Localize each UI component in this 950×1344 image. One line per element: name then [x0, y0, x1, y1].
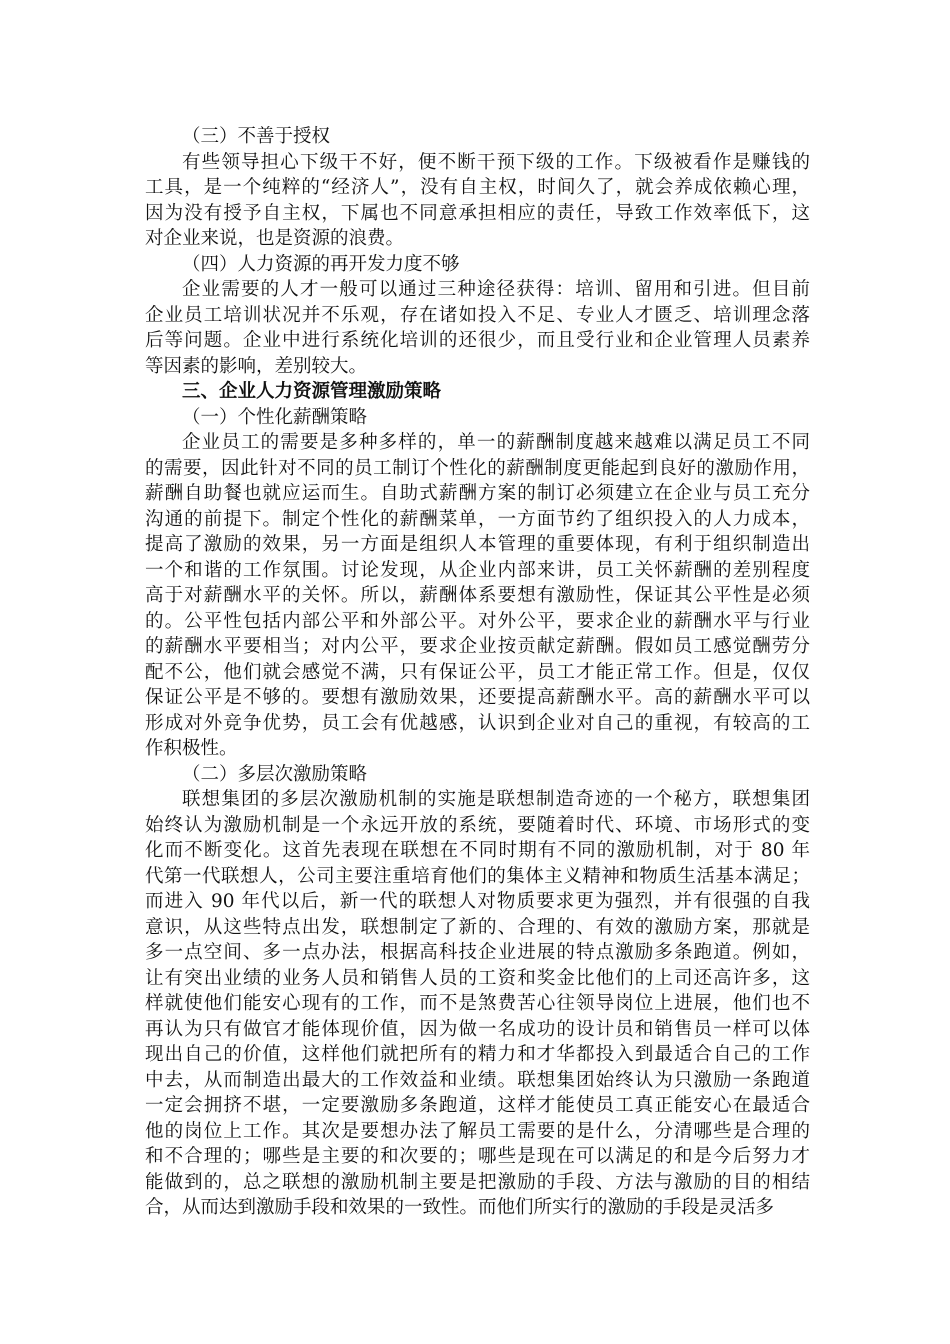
- text-line: 代第一代联想人，公司主要注重培育他们的集体主义精神和物质生活基本满足；: [145, 865, 810, 887]
- text-line: 始终认为激励机制是一个永远开放的系统，要随着时代、环境、市场形式的变: [145, 814, 810, 836]
- text-line: 等因素的影响，差别较大。: [145, 355, 368, 377]
- text-line: 让有突出业绩的业务人员和销售人员的工资和奖金比他们的上司还高许多，这: [145, 967, 810, 989]
- subsection-heading: [145, 762, 810, 788]
- text-line: 中去，从而制造出最大的工作效益和业绩。联想集团始终认为只激励一条跑道: [145, 1069, 810, 1091]
- subsection-heading: [145, 405, 810, 431]
- text-line: 再认为只有做官才能体现价值，因为做一名成功的设计员和销售员一样可以体: [145, 1018, 810, 1040]
- text-line: 形成对外竞争优势，员工会有优越感，认识到企业对自己的重视，有较高的工: [145, 712, 810, 734]
- text-line: 沟通的前提下。制定个性化的薪酬菜单，一方面节约了组织投入的人力成本，: [145, 508, 810, 530]
- text-line: 多一点空间、多一点办法，根据高科技企业进展的特点激励多条跑道。例如，: [145, 942, 810, 963]
- text-line: 一个和谐的工作氛围。讨论发现，从企业内部来讲，员工关怀薪酬的差别程度: [145, 559, 810, 581]
- text-line: 和不合理的；哪些是主要的和次要的；哪些是现在可以满足的和是今后努力才: [145, 1146, 810, 1167]
- text-line: 薪酬自助餐也就应运而生。自助式薪酬方案的制订必须建立在企业与员工充分: [145, 483, 810, 504]
- text-line: 一定会拥挤不堪，一定要激励多条跑道，这样才能使员工真正能安心在最适合: [145, 1095, 810, 1116]
- text-line: （三）不善于授权: [182, 126, 331, 147]
- text-line: 高于对薪酬水平的关怀。所以，薪酬体系要想有激励性，保证其公平性是必须: [145, 585, 810, 606]
- text-line: 企业员工培训状况并不乐观，存在诸如投入不足、专业人才匮乏、培训理念落: [145, 304, 810, 326]
- text-line: 配不公，他们就会感觉不满，只有保证公平，员工才能正常工作。但是，仅仅: [145, 661, 810, 683]
- text-line: 化而不断变化。这首先表现在联想在不同时期有不同的激励机制，对于 80 年: [145, 840, 810, 861]
- text-line: 三、企业人力资源管理激励策略: [182, 381, 442, 402]
- text-line: 样就使他们能安心现有的工作，而不是煞费苦心往领导岗位上进展，他们也不: [145, 993, 810, 1014]
- subsection-heading: [145, 252, 810, 278]
- text-line: 保证公平是不够的。要想有激励效果，还要提高薪酬水平。高的薪酬水平可以: [145, 687, 810, 708]
- subsection-heading: [145, 124, 810, 150]
- text-line: 企业员工的需要是多种多样的，单一的薪酬制度越来越难以满足员工不同: [182, 432, 810, 453]
- text-line: 有些领导担心下级干不好，便不断干预下级的工作。下级被看作是赚钱的: [182, 151, 810, 173]
- text-line: 对企业来说，也是资源的浪费。: [145, 228, 405, 249]
- text-line: 因为没有授予自主权，下属也不同意承担相应的责任，导致工作效率低下，这: [145, 202, 810, 224]
- document-page: [145, 124, 810, 1221]
- text-line: 的薪酬水平要相当；对内公平，要求企业按贡献定薪酬。假如员工感觉酬劳分: [145, 636, 810, 657]
- text-line: 工具，是一个纯粹的“经济人”，没有自主权，时间久了，就会养成依赖心理，: [145, 177, 810, 198]
- text-line: 合，从而达到激励手段和效果的一致性。而他们所实行的激励的手段是灵活多: [145, 1197, 775, 1218]
- paragraph: [145, 430, 810, 762]
- text-line: （一）个性化薪酬策略: [182, 406, 368, 428]
- text-line: 能做到的，总之联想的激励机制主要是把激励的手段、方法与激励的目的相结: [145, 1171, 810, 1193]
- text-line: 的需要，因此针对不同的员工制订个性化的薪酬制度更能起到良好的激励作用，: [145, 457, 810, 479]
- text-line: 后等问题。企业中进行系统化培训的还很少，而且受行业和企业管理人员素养: [145, 330, 810, 351]
- text-line: 企业需要的人才一般可以通过三种途径获得：培训、留用和引进。但目前: [182, 279, 810, 300]
- text-line: 提高了激励的效果，另一方面是组织人本管理的重要体现，有利于组织制造出: [145, 534, 810, 555]
- text-line: 他的岗位上工作。其次是要想办法了解员工需要的是什么，分清哪些是合理的: [145, 1120, 810, 1142]
- text-line: 意识，从这些特点出发，联想制定了新的、合理的、有效的激励方案，那就是: [145, 916, 810, 938]
- text-line: 联想集团的多层次激励机制的实施是联想制造奇迹的一个秘方，联想集团: [182, 789, 810, 810]
- text-line: 而进入 90 年代以后，新一代的联想人对物质要求更为强烈，并有很强的自我: [145, 891, 810, 912]
- paragraph: [145, 150, 810, 252]
- text-line: （四）人力资源的再开发力度不够: [182, 253, 460, 275]
- text-line: 作积极性。: [145, 738, 238, 759]
- text-line: 现出自己的价值，这样他们就把所有的精力和才华都投入到最适合自己的工作: [145, 1044, 810, 1065]
- text-line: （二）多层次激励策略: [182, 763, 368, 785]
- text-line: 的。公平性包括内部公平和外部公平。对外公平，要求企业的薪酬水平与行业: [145, 610, 810, 632]
- paragraph: [145, 787, 810, 1221]
- paragraph: [145, 277, 810, 379]
- section-heading: [145, 379, 810, 405]
